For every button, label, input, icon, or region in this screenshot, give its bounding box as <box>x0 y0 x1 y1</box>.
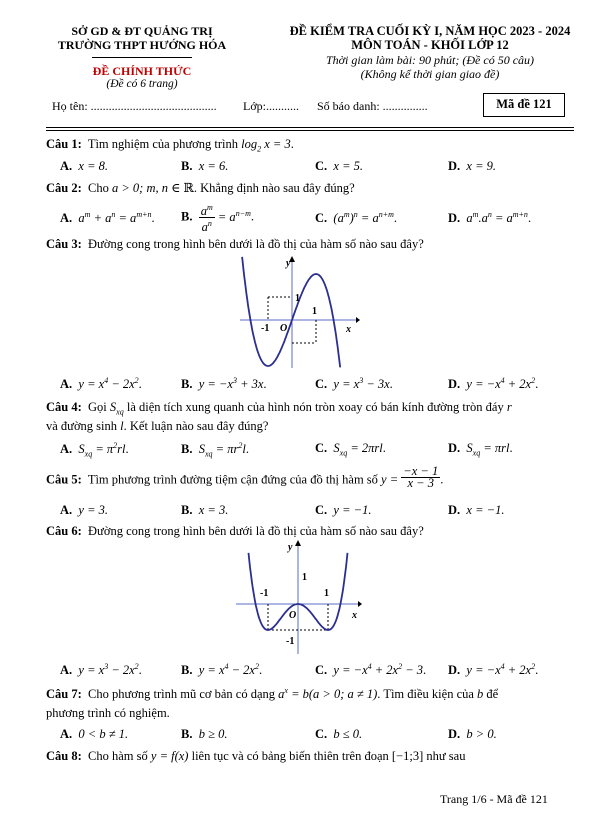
x-label: x <box>346 324 351 335</box>
header-underline <box>92 57 192 58</box>
question-1: Câu 1: Tìm nghiệm của phương trình $\log_2 x = 3$. <box>46 137 294 154</box>
tick-neg1-x: -1 <box>260 588 269 599</box>
q4-option-b[interactable]: B. $S_{xq} = \pi r^2l$. <box>181 441 249 459</box>
q7-option-a[interactable]: A. 0 < b ≠ 1. <box>60 727 129 741</box>
q3-option-d[interactable]: D. $y = -x^4 + 2x^2$. <box>448 376 539 392</box>
tick-1-x: 1 <box>312 306 317 317</box>
x-label: x <box>352 610 357 621</box>
time-info: Thời gian làm bài: 90 phút; (Đề có 50 câu) <box>325 53 535 67</box>
x-axis-arrow <box>356 317 360 323</box>
graph-question-6 <box>232 538 364 658</box>
q6-option-d[interactable]: D. $y = -x^4 + 2x^2$. <box>448 662 539 678</box>
q5-option-b[interactable]: B. x = 3. <box>181 503 229 517</box>
q4-option-c[interactable]: C. $S_{xq} = 2\pi rl$. <box>315 441 386 458</box>
q5-option-c[interactable]: C. y = −1. <box>315 503 372 517</box>
origin-label: O <box>280 323 288 334</box>
q7-option-d[interactable]: D. b > 0. <box>448 727 497 741</box>
q2-option-c[interactable]: C. $(a^m)^n = a^{n+m}$. <box>315 210 398 226</box>
question-8: Câu 8: Cho hàm số y = f(x) liên tục và có bảng biến thiên trên đoạn [−1;3] như sau <box>46 749 466 763</box>
q3-option-c[interactable]: C. $y = x^3 - 3x$. <box>315 376 393 392</box>
q3-option-b[interactable]: B. $y = -x^3 + 3x$. <box>181 376 267 392</box>
name-field: Họ tên: .......................................... <box>52 99 217 113</box>
q4-option-d[interactable]: D. $S_{xq} = \pi rl$. <box>448 441 513 458</box>
header-rule <box>46 127 574 128</box>
exam-title: ĐỀ KIỂM TRA CUỐI KỲ I, NĂM HỌC 2023 - 2024 <box>289 24 571 38</box>
question-3: Câu 3: Đường cong trong hình bên dưới là đồ thị của hàm số nào sau đây? <box>46 237 424 251</box>
official-label: ĐỀ CHÍNH THỨC <box>92 64 192 78</box>
dept-name: SỞ GD & ĐT QUẢNG TRỊ <box>71 24 213 38</box>
y-label: y <box>288 542 293 553</box>
graph-question-3 <box>236 254 360 372</box>
q1-option-b[interactable]: B. x = 6. <box>181 159 229 173</box>
tick-1-y: 1 <box>302 572 307 583</box>
q6-option-c[interactable]: C. $y = -x^4 + 2x^2 - 3$. <box>315 662 427 678</box>
student-id-field: Số báo danh: ............... <box>317 99 428 113</box>
exam-code: Mã đề 121 <box>496 97 552 111</box>
school-name: TRƯỜNG THPT HƯỚNG HÓA <box>57 38 227 52</box>
q5-option-d[interactable]: D. x = −1. <box>448 503 505 517</box>
q2-option-d[interactable]: D. $a^m.a^n = a^{m+n}$. <box>448 210 532 226</box>
tick-neg1-x: -1 <box>261 323 270 334</box>
time-note: (Không kể thời gian giao đề) <box>360 67 500 81</box>
q5-option-a[interactable]: A. y = 3. <box>60 503 109 517</box>
tick-1-y: 1 <box>295 293 300 304</box>
page-count: (Đề có 6 trang) <box>106 78 178 90</box>
q4-option-a[interactable]: A. $S_{xq} = \pi^2rl$. <box>60 441 129 459</box>
q6-option-a[interactable]: A. $y = x^3 - 2x^2$. <box>60 662 142 678</box>
q2-option-a[interactable]: A. $a^m + a^n = a^{m+n}$. <box>60 210 155 226</box>
header-rule-2 <box>46 130 574 131</box>
tick-neg1-y: -1 <box>286 636 295 647</box>
question-2: Câu 2: Cho a > 0; m, n ∈ ℝ. Khẳng định nào sau đây đúng? <box>46 181 355 195</box>
question-4-cont: và đường sinh l. Kết luận nào sau đây đúng? <box>46 419 269 433</box>
subject-title: MÔN TOÁN - KHỐI LỚP 12 <box>351 38 509 52</box>
tick-1-x: 1 <box>324 588 329 599</box>
q1-option-d[interactable]: D. x = 9. <box>448 159 497 173</box>
q7-option-b[interactable]: B. b ≥ 0. <box>181 727 228 741</box>
q2-option-b[interactable]: B. $\frac{a^m}{a^n}$ = $a^{n-m}$. <box>181 203 254 235</box>
y-label: y <box>286 258 291 269</box>
q1-option-a[interactable]: A. x = 8. <box>60 159 109 173</box>
x-axis-arrow <box>358 601 362 607</box>
origin-label: O <box>289 610 297 621</box>
q3-option-a[interactable]: A. $y = x^4 - 2x^2$. <box>60 376 142 392</box>
question-4: Câu 4: Gọi $S_{xq}$ là diện tích xung quanh của hình nón tròn xoay có bán kính đường tròn đáy r <box>46 400 512 417</box>
class-field: Lớp:........... <box>243 99 300 113</box>
page-footer: Trang 1/6 - Mã đề 121 <box>440 792 548 806</box>
q1-option-c[interactable]: C. x = 5. <box>315 159 364 173</box>
cubic-curve <box>242 257 340 368</box>
y-axis-arrow <box>295 540 301 546</box>
q6-option-b[interactable]: B. $y = x^4 - 2x^2$. <box>181 662 263 678</box>
question-7-cont: phương trình có nghiệm. <box>46 706 170 720</box>
question-6: Câu 6: Đường cong trong hình bên dưới là đồ thị của hàm số nào sau đây? <box>46 524 424 538</box>
question-7: Câu 7: Cho phương trình mũ cơ bản có dạng $a^x = b(a > 0$; a ≠ 1). Tìm điều kiện của b để <box>46 686 499 702</box>
question-5: Câu 5: Tìm phương trình đường tiệm cận đứng của đồ thị hàm số y = $\frac{-x - 1}{x - 3}$ . <box>46 464 444 490</box>
q7-option-c[interactable]: C. b ≤ 0. <box>315 727 363 741</box>
